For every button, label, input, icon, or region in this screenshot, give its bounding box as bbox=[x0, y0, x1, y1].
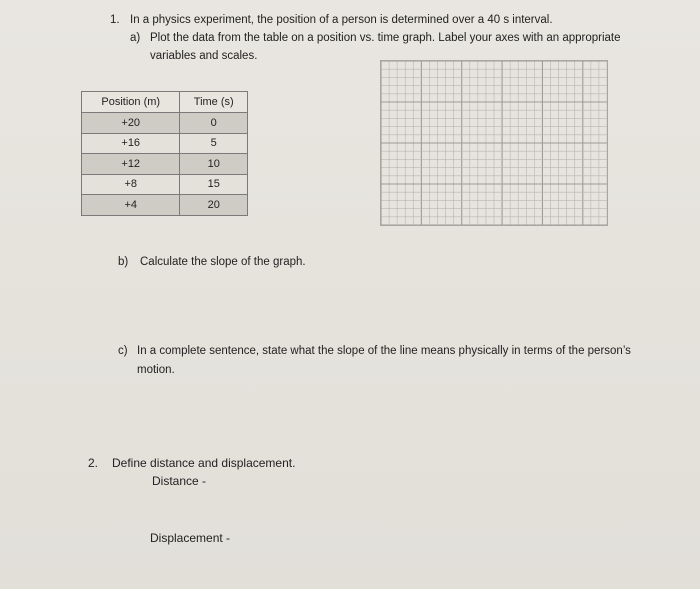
table-header-time: Time (s) bbox=[180, 92, 248, 113]
table-row bbox=[82, 133, 248, 154]
part-a-text-line1: Plot the data from the table on a position vs. time graph. Label your axes with an appropriate bbox=[150, 32, 621, 44]
part-c-label: c) bbox=[118, 345, 128, 357]
table-row bbox=[82, 174, 248, 195]
table-row bbox=[82, 113, 248, 134]
table-cell: +16 bbox=[82, 133, 180, 154]
table-row bbox=[82, 154, 248, 175]
data-table bbox=[81, 91, 248, 216]
table-header-position: Position (m) bbox=[82, 92, 180, 113]
question-2-number: 2. bbox=[88, 456, 99, 470]
table-cell: 10 bbox=[180, 154, 248, 175]
table-cell: 20 bbox=[180, 195, 248, 216]
part-b-label: b) bbox=[118, 256, 129, 268]
part-a-text-line2: variables and scales. bbox=[150, 50, 258, 62]
part-c-text-line1: In a complete sentence, state what the slope of the line means physically in terms of the person’s bbox=[137, 345, 631, 357]
part-b-text: Calculate the slope of the graph. bbox=[140, 256, 306, 268]
table-cell: +4 bbox=[82, 195, 180, 216]
table-cell: 15 bbox=[180, 174, 248, 195]
part-c-text-line2: motion. bbox=[137, 364, 175, 376]
distance-label: Distance - bbox=[152, 474, 207, 488]
table-row bbox=[82, 195, 248, 216]
question-1-prompt: In a physics experiment, the position of a person is determined over a 40 s interval. bbox=[130, 14, 553, 26]
table-cell: 5 bbox=[180, 133, 248, 154]
table-cell: +8 bbox=[82, 174, 180, 195]
displacement-label: Displacement - bbox=[150, 531, 231, 545]
table-cell: +12 bbox=[82, 154, 180, 175]
table-cell: +20 bbox=[82, 113, 180, 134]
table-cell: 0 bbox=[180, 113, 248, 134]
question-1-number: 1. bbox=[110, 14, 120, 26]
question-2-prompt: Define distance and displacement. bbox=[112, 456, 296, 470]
table-header-row bbox=[82, 92, 248, 113]
part-a-label: a) bbox=[130, 32, 141, 44]
graph-paper-grid bbox=[380, 60, 608, 226]
